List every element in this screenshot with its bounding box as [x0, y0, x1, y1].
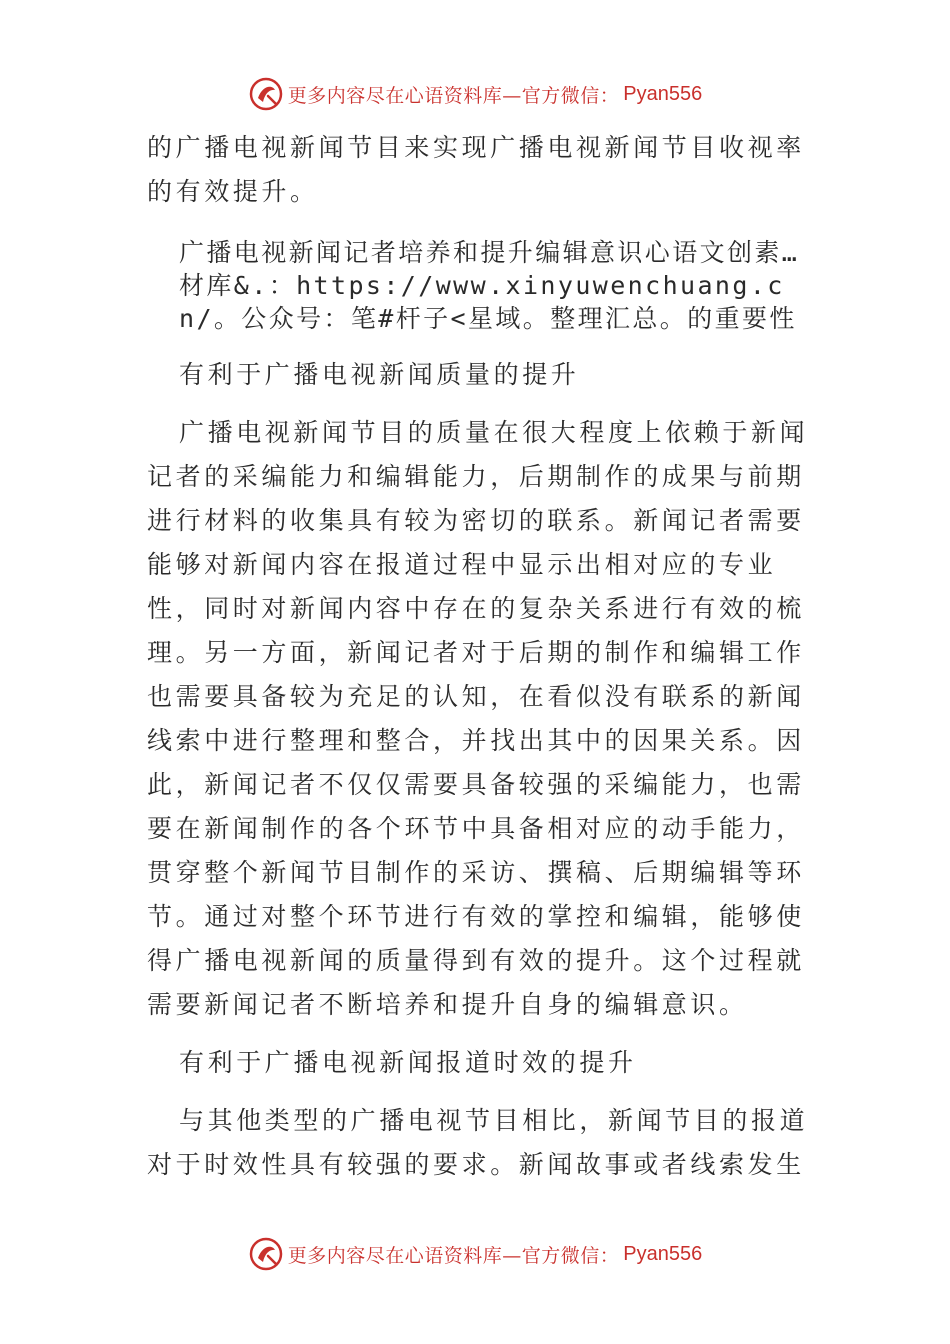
- brand-logo-icon: [248, 76, 284, 112]
- section-title-importance: 广播电视新闻记者培养和提升编辑意识心语文创素…材库&.：https://www.xinyuwenchuang.cn/。公众号：笔#杆子<星域。整理汇总。的重要性: [179, 238, 800, 333]
- watermark-text: 更多内容尽在心语资料库—官方微信：: [287, 84, 620, 107]
- brand-logo-icon: [248, 1236, 284, 1272]
- document-body: [147, 126, 811, 1187]
- footer-watermark: [0, 1232, 950, 1276]
- watermark-wechat-id: Pyan556: [623, 82, 703, 105]
- subheading-timeliness: 有利于广播电视新闻报道时效的提升: [179, 1048, 637, 1077]
- watermark-text: 更多内容尽在心语资料库—官方微信：: [287, 1244, 620, 1267]
- watermark-wechat-id: Pyan556: [623, 1242, 703, 1265]
- paragraph-timeliness: 与其他类型的广播电视节目相比，新闻节目的报道对于时效性具有较强的要求。新闻故事或者线索发生: [147, 1106, 809, 1179]
- paragraph-quality: 广播电视新闻节目的质量在很大程度上依赖于新闻记者的采编能力和编辑能力，后期制作的成果与前期进行材料的收集具有较为密切的联系。新闻记者需要能够对新闻内容在报道过程中显示出相对应的专业性，同时对新闻内容中存在的复杂关系进行有效的梳理。另一方面，新闻记者对于后期的制作和编辑工作也需要具备较为充足的认知，在看似没有联系的新闻线索中进行整理和整合，并找出其中的因果关系。因此，新闻记者不仅仅需要具备较强的采编能力，也需要在新闻制作的各个环节中具备相对应的动手能力，贯穿整个新闻节目制作的采访、撰稿、后期编辑等环节。通过对整个环节进行有效的掌控和编辑，能够使得广播电视新闻的质量得到有效的提升。这个过程就需要新闻记者不断培养和提升自身的编辑意识。: [147, 418, 809, 1019]
- paragraph-continuation: 的广播电视新闻节目来实现广播电视新闻节目收视率的有效提升。: [147, 133, 805, 206]
- header-watermark: [0, 72, 950, 116]
- subheading-quality: 有利于广播电视新闻质量的提升: [179, 360, 580, 389]
